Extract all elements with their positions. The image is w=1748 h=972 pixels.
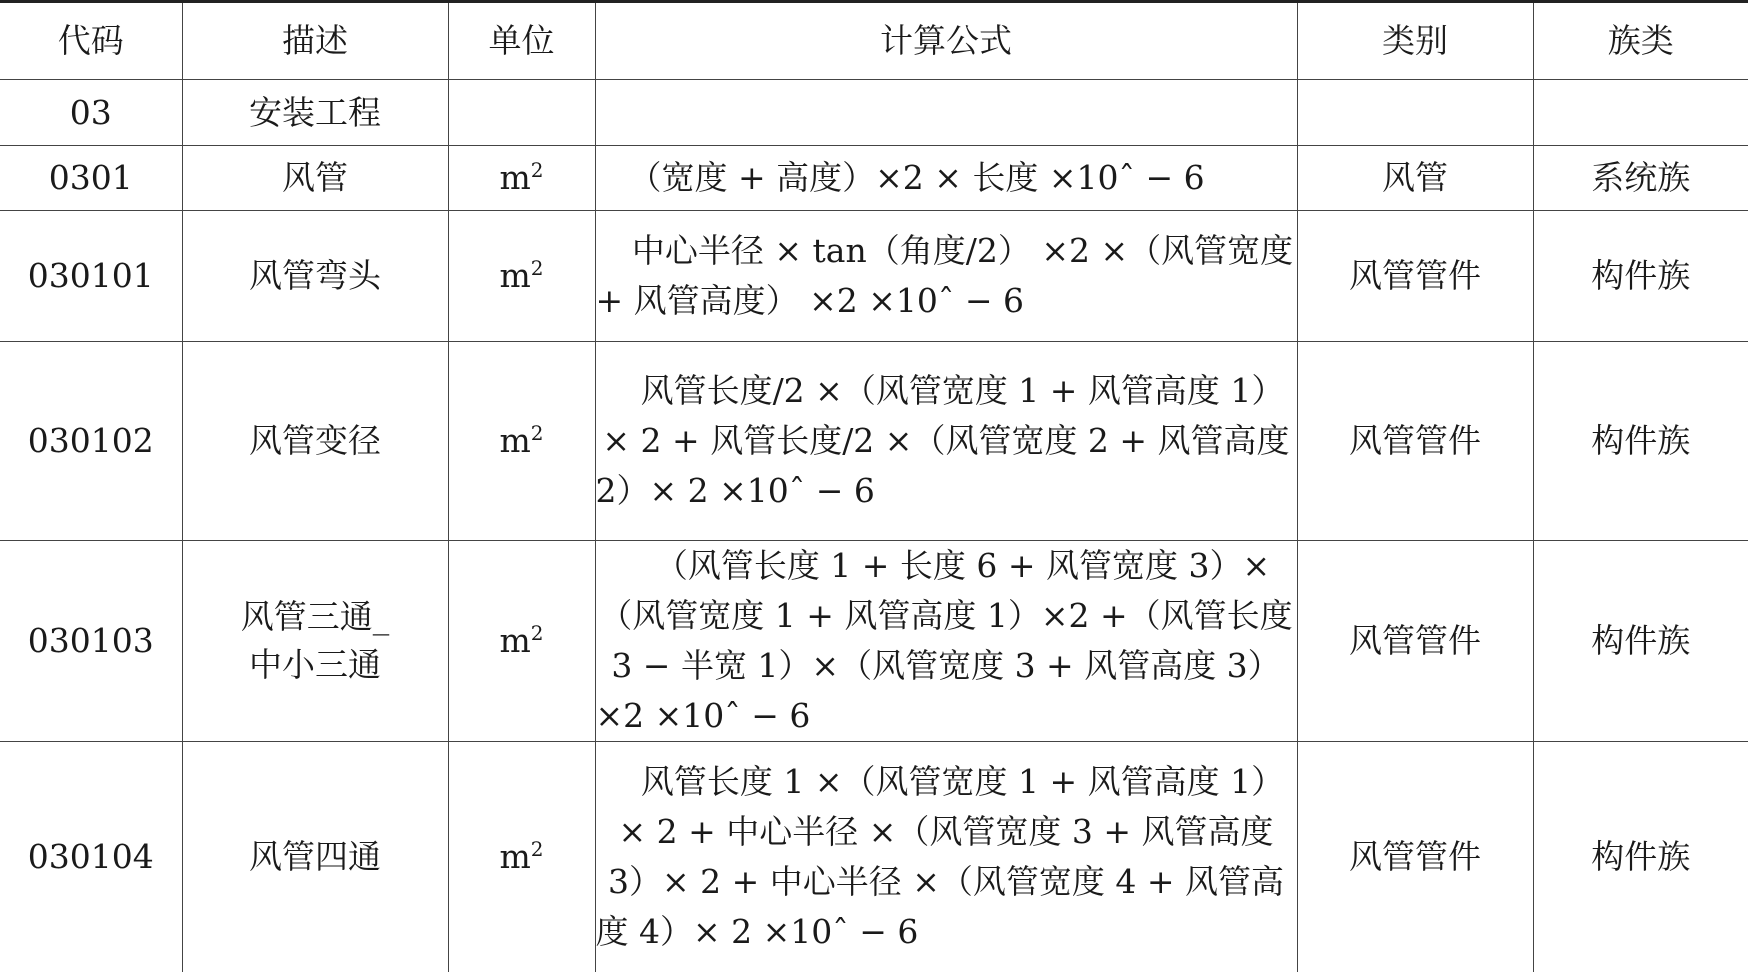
cell-formula xyxy=(595,742,1297,972)
cell-category: 风管 xyxy=(1297,146,1533,211)
cell-formula xyxy=(595,146,1297,211)
table-row xyxy=(0,211,1748,342)
header-unit: 单位 xyxy=(448,2,595,80)
cell-family: 系统族 xyxy=(1533,146,1748,211)
table-row xyxy=(0,541,1748,742)
unit-base: m xyxy=(499,837,530,876)
cell-family: 构件族 xyxy=(1533,541,1748,742)
description-line-2: 中小三通 xyxy=(183,641,448,689)
unit-base: m xyxy=(499,256,530,295)
formula-text: 风管长度 1 ×（风管宽度 1 + 风管高度 1）× 2 + 中心半径 ×（风管宽度 3 + 风管高度 3）× 2 + 中心半径 ×（风管宽度 4 + 风管高度 4）× 2 ×10ˆ − 6 xyxy=(596,757,1297,957)
cell-code: 030102 xyxy=(0,342,182,541)
cell-code: 030101 xyxy=(0,211,182,342)
cell-formula xyxy=(595,80,1297,146)
cell-family xyxy=(1533,80,1748,146)
table-row xyxy=(0,80,1748,146)
unit-superscript: 2 xyxy=(531,837,544,861)
cell-description: 安装工程 xyxy=(182,80,448,146)
formula-text: （宽度 + 高度）×2 × 长度 ×10ˆ − 6 xyxy=(596,153,1297,203)
formula-text: （风管长度 1 + 长度 6 + 风管宽度 3）×（风管宽度 1 + 风管高度 1）×2 +（风管长度 3 − 半宽 1）×（风管宽度 3 + 风管高度 3）×2 ×10ˆ − 6 xyxy=(596,541,1297,741)
cell-family: 构件族 xyxy=(1533,742,1748,972)
header-category: 类别 xyxy=(1297,2,1533,80)
cell-code: 0301 xyxy=(0,146,182,211)
unit-superscript: 2 xyxy=(531,256,544,280)
cell-description: 风管弯头 xyxy=(182,211,448,342)
cell-family: 构件族 xyxy=(1533,211,1748,342)
formula-text: 风管长度/2 ×（风管宽度 1 + 风管高度 1）× 2 + 风管长度/2 ×（风管宽度 2 + 风管高度 2）× 2 ×10ˆ − 6 xyxy=(596,366,1297,516)
formula-text: 中心半径 × tan（角度/2） ×2 ×（风管宽度 + 风管高度） ×2 ×10ˆ − 6 xyxy=(596,226,1297,326)
cell-unit xyxy=(448,80,595,146)
header-description: 描述 xyxy=(182,2,448,80)
cell-description xyxy=(182,541,448,742)
header-code: 代码 xyxy=(0,2,182,80)
cell-unit xyxy=(448,342,595,541)
cell-unit xyxy=(448,541,595,742)
cell-category: 风管管件 xyxy=(1297,541,1533,742)
cell-description: 风管变径 xyxy=(182,342,448,541)
header-row xyxy=(0,2,1748,80)
header-family: 族类 xyxy=(1533,2,1748,80)
cell-unit xyxy=(448,146,595,211)
description-line-1: 风管三通_ xyxy=(183,593,448,641)
unit-superscript: 2 xyxy=(531,421,544,445)
cell-category xyxy=(1297,80,1533,146)
cell-formula xyxy=(595,342,1297,541)
unit-superscript: 2 xyxy=(531,158,544,182)
unit-base: m xyxy=(499,621,530,660)
cell-code: 03 xyxy=(0,80,182,146)
cell-formula xyxy=(595,211,1297,342)
unit-base: m xyxy=(499,158,530,197)
cell-family: 构件族 xyxy=(1533,342,1748,541)
cell-code: 030104 xyxy=(0,742,182,972)
cell-unit xyxy=(448,211,595,342)
header-formula: 计算公式 xyxy=(595,2,1297,80)
cell-formula xyxy=(595,541,1297,742)
table-row xyxy=(0,342,1748,541)
cell-category: 风管管件 xyxy=(1297,742,1533,972)
table-row xyxy=(0,742,1748,972)
cell-description: 风管四通 xyxy=(182,742,448,972)
unit-base: m xyxy=(499,421,530,460)
cell-code: 030103 xyxy=(0,541,182,742)
unit-superscript: 2 xyxy=(531,621,544,645)
table-row xyxy=(0,146,1748,211)
cell-unit xyxy=(448,742,595,972)
cell-category: 风管管件 xyxy=(1297,342,1533,541)
cell-category: 风管管件 xyxy=(1297,211,1533,342)
cell-description: 风管 xyxy=(182,146,448,211)
